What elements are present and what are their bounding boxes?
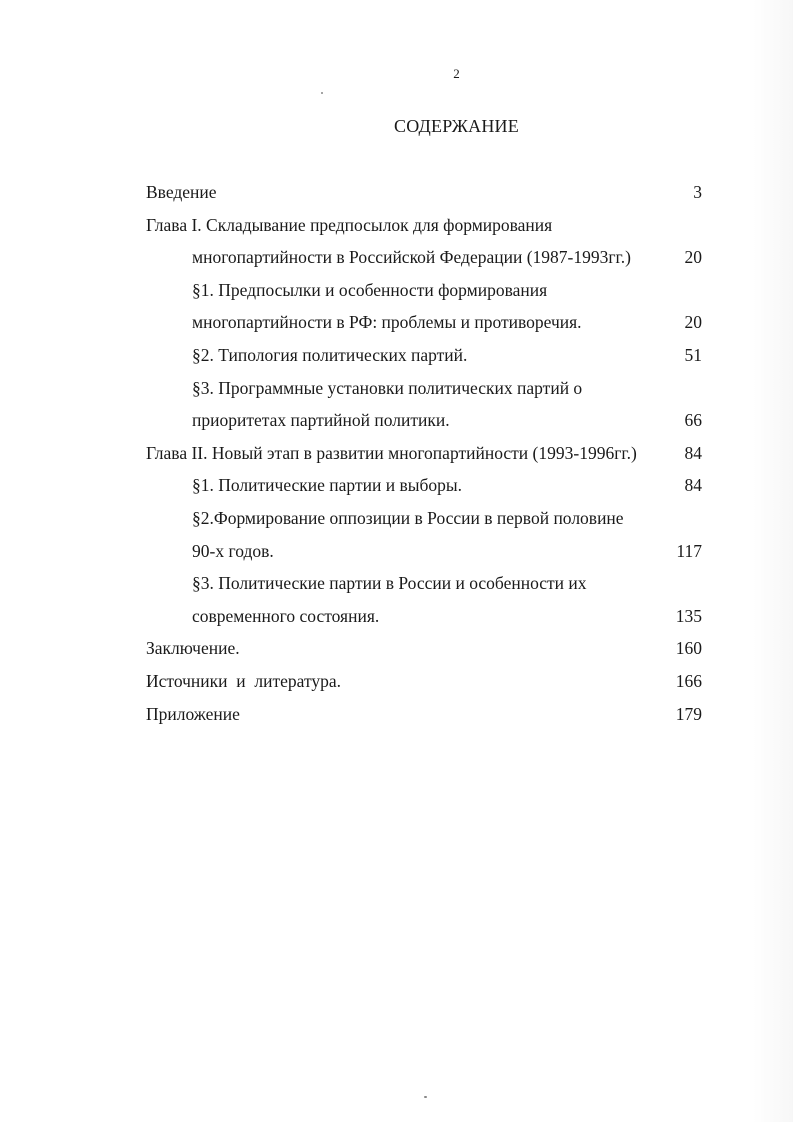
toc-entry-page: 66 — [684, 410, 702, 431]
toc-entry-page: 179 — [675, 703, 702, 724]
toc-entry-title: §3. Политические партии в России и особенности их — [192, 573, 587, 594]
toc-entry-title: §1. Политические партии и выборы. — [192, 475, 463, 496]
toc-entry — [146, 241, 702, 274]
toc-entry-title: Введение — [146, 182, 217, 202]
toc-entry-title: Приложение — [146, 703, 240, 724]
toc-entry-title: Глава I. Складывание предпосылок для формирования — [146, 214, 553, 235]
toc-entry — [146, 665, 702, 698]
scan-speck — [321, 92, 323, 94]
toc-entry-title: многопартийности в РФ: проблемы и противоречия. — [192, 312, 582, 333]
toc-entry-page: 84 — [684, 442, 702, 463]
toc-entry-page: 160 — [675, 638, 702, 659]
page-title: СОДЕРЖАНИЕ — [394, 116, 519, 136]
toc-entry-title: §1. Предпосылки и особенности формирования — [192, 279, 548, 300]
toc-entry — [146, 535, 702, 568]
toc-entry-title: 90-х годов. — [192, 540, 274, 561]
toc-entry-title: §2.Формирование оппозиции в России в первой половине — [192, 507, 624, 528]
toc-entry — [146, 632, 702, 665]
toc-entry-title: Глава II. Новый этап в развитии многопартийности (1993-1996гг.) — [146, 442, 637, 463]
toc-entry-title: многопартийности в Российской Федерации (1987-1993гг.) — [192, 247, 631, 268]
toc-entry — [146, 339, 702, 372]
toc-entry-title: §2. Типология политических партий. — [192, 344, 468, 365]
toc-entry — [146, 306, 702, 339]
toc-entry — [146, 437, 702, 470]
toc-entry — [146, 567, 702, 600]
toc-entry-title: приоритетах партийной политики. — [192, 410, 450, 431]
toc-entry — [146, 469, 702, 502]
toc-entry-page: 166 — [675, 670, 702, 691]
toc-entry — [146, 698, 702, 731]
toc-entry — [146, 600, 702, 633]
toc-entry — [146, 404, 702, 437]
scan-speck — [424, 1096, 427, 1098]
toc-entry-page: 20 — [684, 247, 702, 268]
toc-entry-page: 84 — [684, 475, 702, 496]
toc-entry-title: §3. Программные установки политических партий о — [192, 377, 583, 398]
toc-entry — [146, 209, 702, 242]
toc-entry-page: 51 — [684, 344, 702, 365]
page-number: 2 — [453, 66, 460, 81]
toc-entry-page: 3 — [693, 182, 702, 202]
toc-entry — [146, 502, 702, 535]
toc-entry-title: Источники и литература. — [146, 670, 342, 691]
toc-entry — [146, 274, 702, 307]
toc-entry — [146, 372, 702, 405]
table-of-contents — [146, 176, 702, 730]
toc-entry-title: современного состояния. — [192, 605, 380, 626]
toc-entry-page: 135 — [675, 605, 702, 626]
toc-entry-page: 20 — [684, 312, 702, 333]
toc-entry-page: 117 — [676, 540, 702, 561]
scan-edge-shadow — [753, 0, 793, 1122]
toc-entry-title: Заключение. — [146, 638, 240, 659]
toc-entry — [146, 176, 702, 209]
